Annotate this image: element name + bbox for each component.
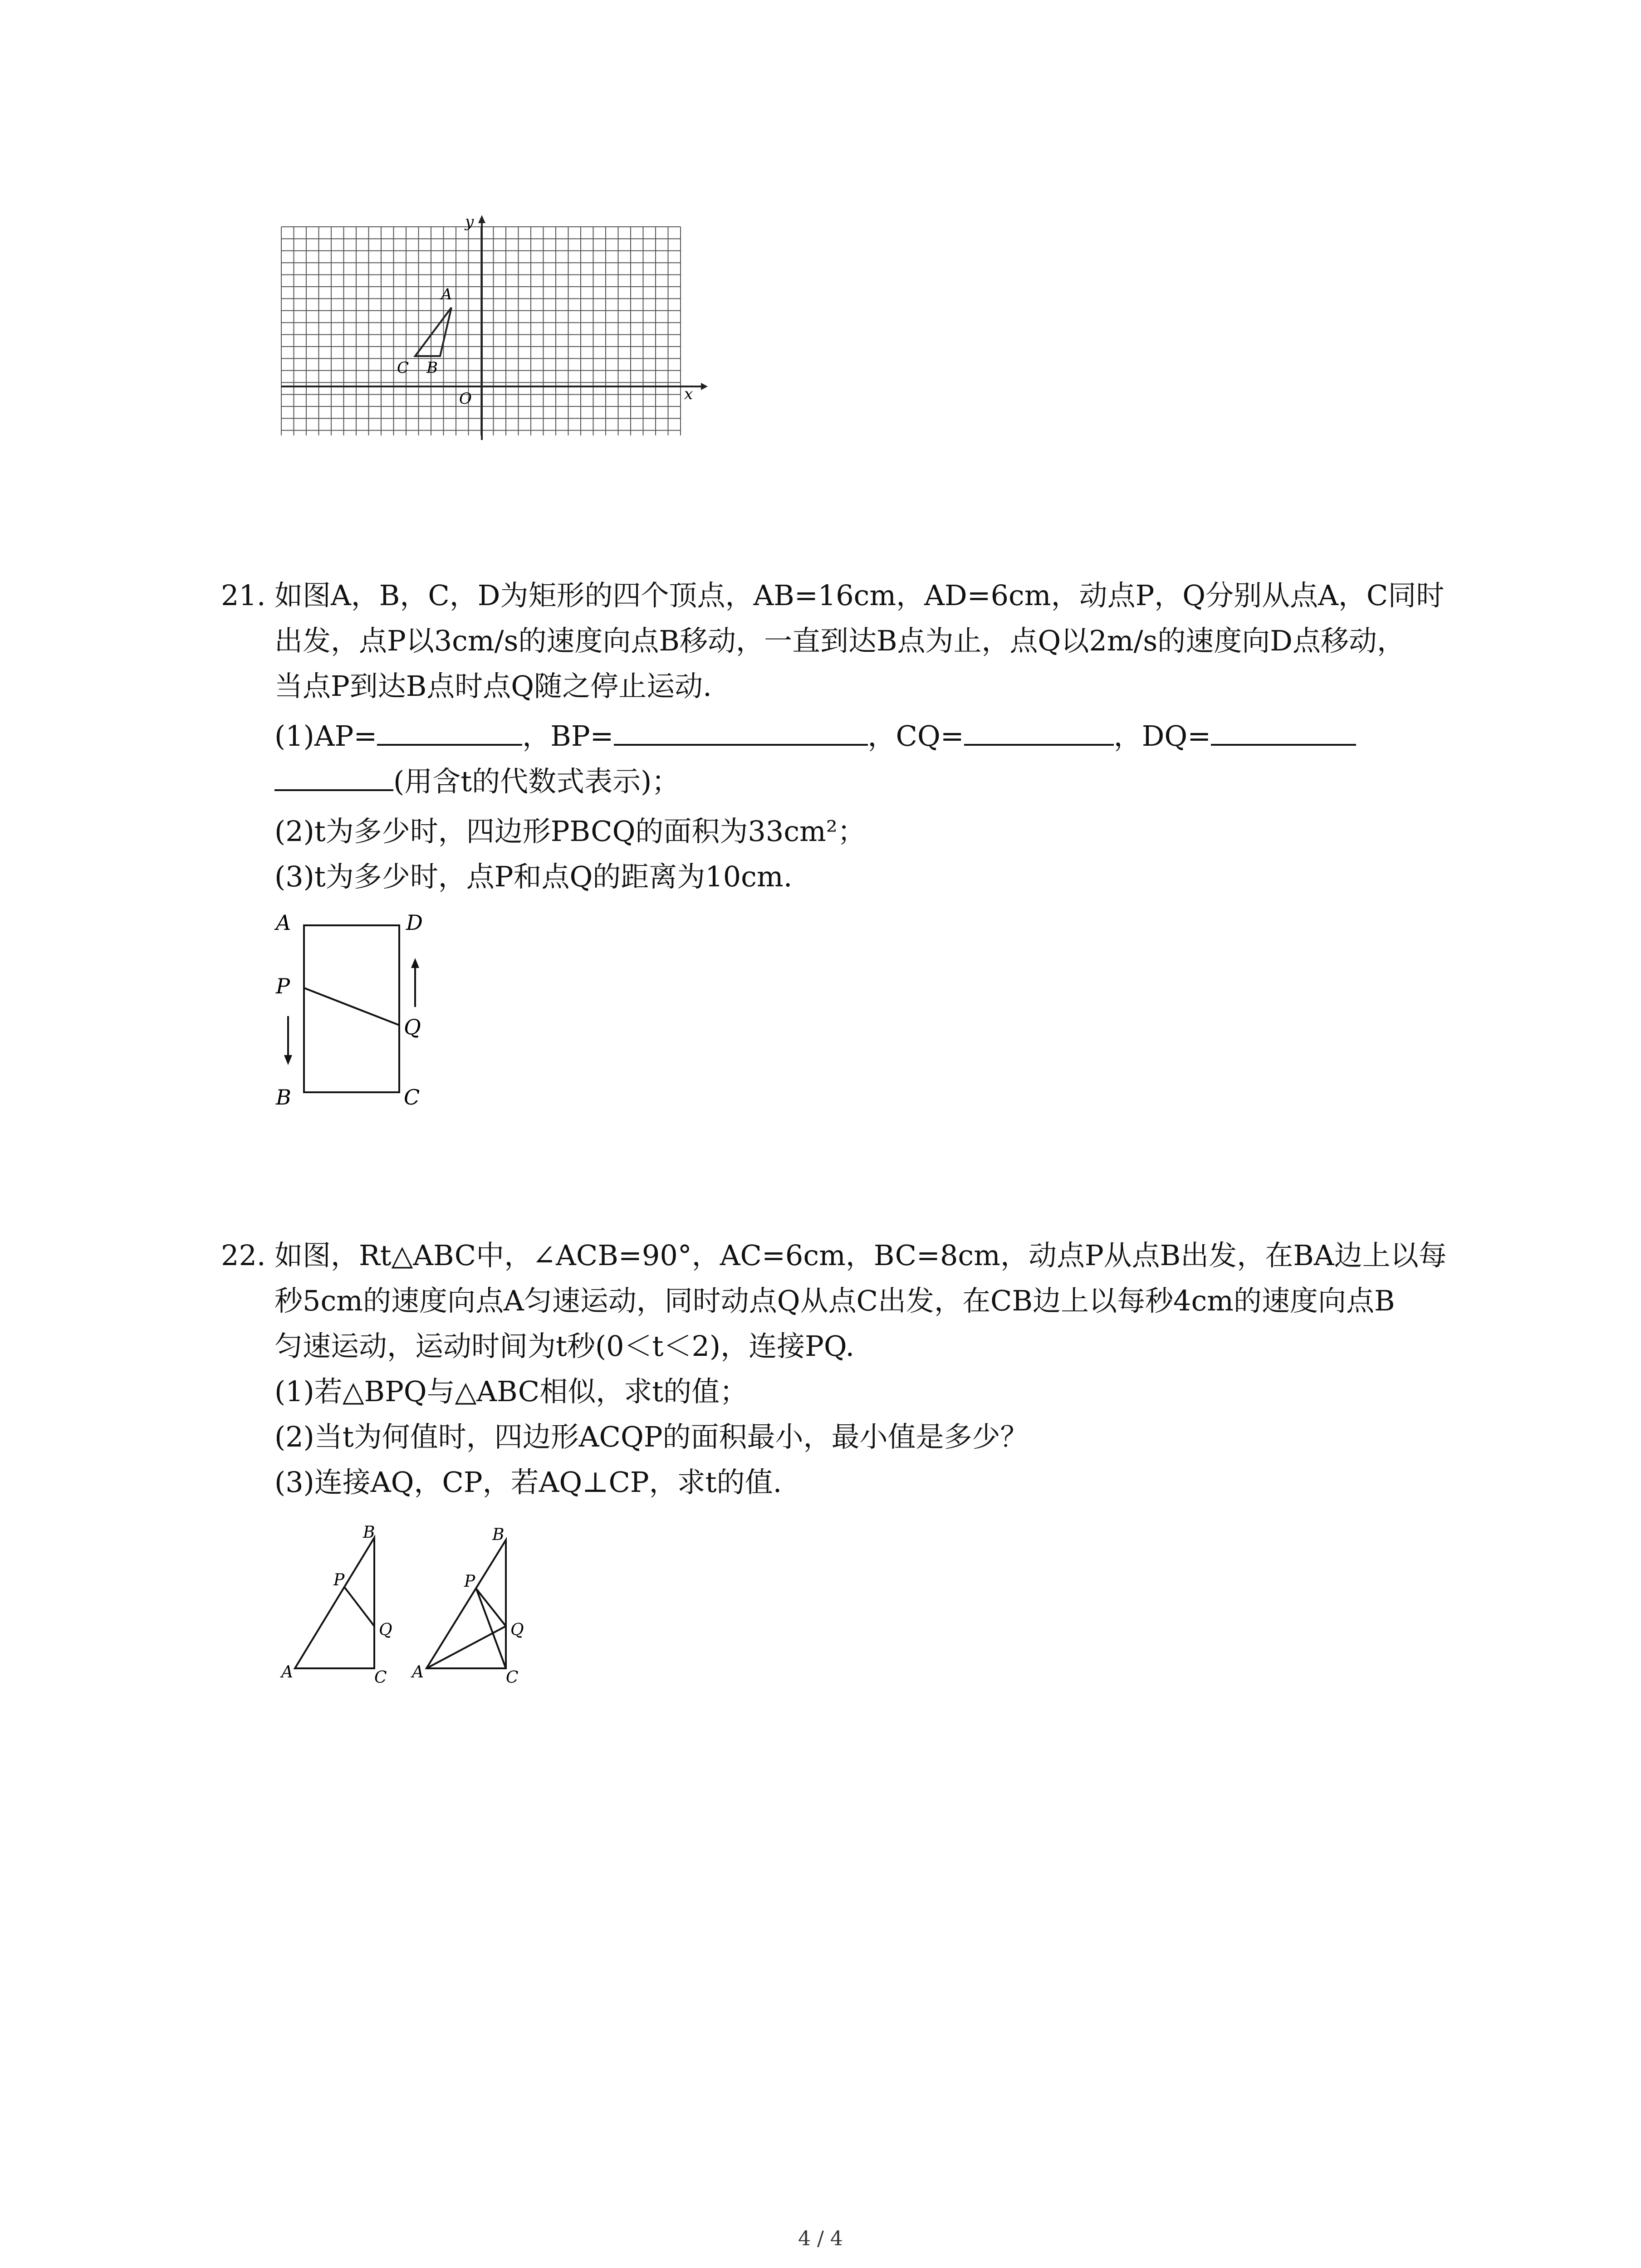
sub-question-1 bbox=[274, 714, 1356, 758]
arrow-down-icon bbox=[284, 1055, 292, 1065]
point-c-label: C bbox=[374, 1668, 387, 1687]
question-text-line: 匀速运动，运动时间为t秒(0＜t＜2)，连接PQ. bbox=[274, 1330, 855, 1363]
point-b-label: B bbox=[363, 1524, 375, 1542]
point-c-label: C bbox=[506, 1668, 519, 1687]
point-b-label: B bbox=[426, 359, 438, 377]
rectangle-figure bbox=[268, 907, 458, 1120]
point-p-label: P bbox=[464, 1572, 475, 1591]
point-c-label: C bbox=[397, 359, 409, 377]
point-b-label: B bbox=[276, 1085, 291, 1110]
question-text-line: 如图A，B，C，D为矩形的四个顶点，AB=16cm，AD=6cm，动点P，Q分别从点A，C同时 bbox=[274, 579, 1445, 612]
triangle-abc bbox=[415, 308, 451, 356]
sub-question-1: (1)若△BPQ与△ABC相似，求t的值； bbox=[274, 1375, 748, 1408]
origin-label: O bbox=[459, 390, 472, 408]
point-a-label: A bbox=[281, 1663, 293, 1681]
arrow-up-icon bbox=[411, 958, 419, 968]
dq-blank[interactable] bbox=[1211, 716, 1356, 746]
ap-label: (1)AP= bbox=[274, 719, 377, 753]
point-d-label: D bbox=[406, 910, 423, 935]
cq-blank[interactable] bbox=[964, 716, 1114, 746]
bp-blank[interactable] bbox=[614, 716, 868, 746]
segment-pq bbox=[345, 1588, 374, 1626]
question-text-line: 当点P到达B点时点Q随之停止运动. bbox=[274, 670, 712, 703]
point-p-label: P bbox=[333, 1571, 345, 1589]
point-a-label: A bbox=[412, 1663, 424, 1681]
sub-question-3: (3)连接AQ，CP，若AQ⊥CP，求t的值. bbox=[274, 1466, 782, 1499]
question-number: 21. bbox=[221, 579, 266, 612]
x-axis-label: x bbox=[684, 385, 693, 403]
cq-label: ，CQ= bbox=[867, 719, 964, 753]
point-q-label: Q bbox=[379, 1621, 392, 1639]
dq-label: ，DQ= bbox=[1113, 719, 1211, 753]
point-q-label: Q bbox=[404, 1015, 421, 1039]
triangle-figure-2 bbox=[404, 1526, 549, 1687]
point-a-label: A bbox=[276, 910, 291, 935]
y-axis-label: y bbox=[465, 213, 474, 231]
question-text-line: 出发，点P以3cm/s的速度向点B移动，一直到达B点为止，点Q以2m/s的速度向D点移动， bbox=[274, 624, 1405, 657]
bp-label: ，BP= bbox=[522, 719, 614, 753]
rectangle-abcd bbox=[304, 925, 399, 1092]
question-text-line: 秒5cm的速度向点A匀速运动，同时动点Q从点C出发，在CB边上以每秒4cm的速度向点B bbox=[274, 1284, 1395, 1317]
segment-pq bbox=[304, 988, 399, 1025]
triangle-abc bbox=[295, 1538, 374, 1668]
triangle-figure-1 bbox=[277, 1524, 413, 1687]
coordinate-grid-figure bbox=[272, 209, 708, 445]
point-c-label: C bbox=[404, 1085, 420, 1110]
sub-question-3: (3)t为多少时，点P和点Q的距离为10cm. bbox=[274, 860, 793, 893]
sub-question-2: (2)t为多少时，四边形PBCQ的面积为33cm²； bbox=[274, 815, 866, 848]
segment-pq bbox=[476, 1589, 506, 1626]
point-b-label: B bbox=[492, 1526, 505, 1544]
point-q-label: Q bbox=[510, 1621, 524, 1639]
point-p-label: P bbox=[276, 974, 290, 998]
dq-blank-cont[interactable] bbox=[274, 761, 393, 791]
sub-question-2: (2)当t为何值时，四边形ACQP的面积最小，最小值是多少？ bbox=[274, 1420, 1029, 1453]
segment-aq bbox=[426, 1626, 506, 1668]
point-a-label: A bbox=[441, 285, 452, 303]
sub-question-1-cont bbox=[274, 760, 680, 803]
question-number: 22. bbox=[221, 1239, 266, 1272]
triangle-abc bbox=[426, 1540, 506, 1668]
sub-question-text: (用含t的代数式表示)； bbox=[393, 765, 680, 798]
page-number: 4 / 4 bbox=[798, 2227, 843, 2250]
question-text-line: 如图，Rt△ABC中，∠ACB=90°，AC=6cm，BC=8cm，动点P从点B出发，在BA边上以每 bbox=[274, 1239, 1447, 1272]
ap-blank[interactable] bbox=[377, 716, 522, 746]
